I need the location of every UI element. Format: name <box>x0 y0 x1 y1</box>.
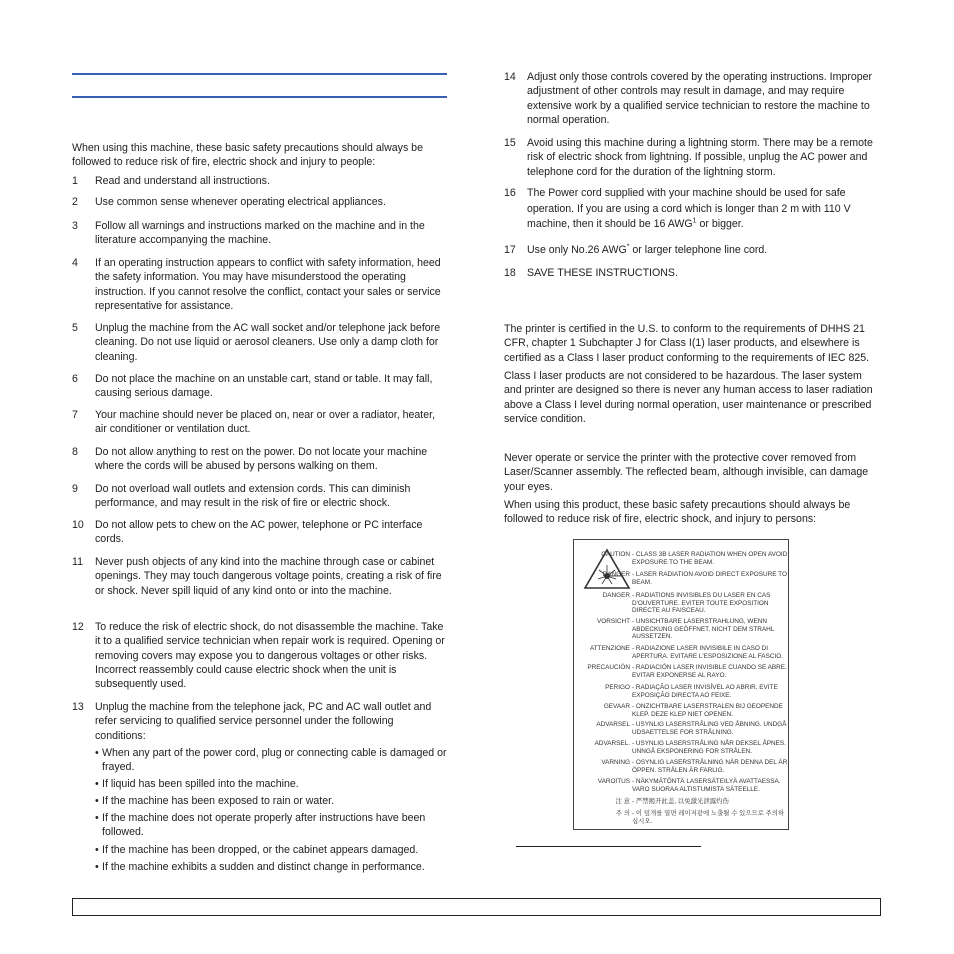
certification-paragraph: The printer is certified in the U.S. to conform to the requirements of DHHS 21 CFR, chapter 1 Subchapter J for Class I(1) laser products, and elsewhere is certified as a Class I laser product conforming to the requirements of IEC 825. <box>504 323 870 364</box>
list-item <box>72 256 447 313</box>
item-number: 4 <box>72 257 78 269</box>
item-number: 12 <box>72 621 84 633</box>
label-text: - UNSICHTBARE LASERSTRAHLUNG, WENN ABDECKUNG GEÖFFNET. NICHT DEM STRAHL AUSSETZEN. <box>632 618 775 641</box>
item-text: SAVE THESE INSTRUCTIONS. <box>527 267 678 279</box>
bullet-item <box>95 843 447 857</box>
left-column <box>72 141 447 170</box>
label-key: CAUTION <box>601 551 630 558</box>
intro-paragraph: When using this machine, these basic safety precautions should always be followed to reduce risk of fire, electric shock and injury to people: <box>72 142 423 169</box>
item-text: Use common sense whenever operating electrical appliances. <box>95 196 386 208</box>
laser-para-4 <box>504 498 880 527</box>
item-number: 16 <box>504 187 516 199</box>
item-number: 3 <box>72 220 78 232</box>
bullet-text: If the machine does not operate properly after instructions have been followed. <box>102 812 426 839</box>
label-row <box>574 810 788 825</box>
label-text: - RADIACIÓN LASER INVISIBLE CUANDO SE ABRE. EVITAR EXPONERSE AL RAYO. <box>632 664 787 679</box>
item-text: Read and understand all instructions. <box>95 175 270 187</box>
bullet-text: If liquid has been spilled into the machine. <box>102 778 299 790</box>
label-text: - USYNLIG LASERSTRÅLING NÅR DEKSEL ÅPNES. UNNGÅ EKSPONERING FOR STRÅLEN. <box>632 740 786 755</box>
label-row <box>574 645 788 660</box>
header-rule-top <box>72 73 447 75</box>
label-key: 注 意 <box>615 798 630 805</box>
label-key: VORSICHT <box>596 618 630 625</box>
bullet-dot: • <box>95 795 99 807</box>
item-text: Unplug the machine from the AC wall socket and/or telephone jack before cleaning. Do not use liquid or aerosol cleaners. Use only a damp cloth for cleaning. <box>95 322 441 363</box>
label-text: - 严禁揭开此盖, 以免激光泄露灼伤 <box>632 798 729 805</box>
list-item <box>72 219 447 248</box>
bullet-item <box>95 794 447 808</box>
list-item <box>504 266 876 280</box>
item-text-end: or larger telephone line cord. <box>629 244 768 256</box>
item-number: 13 <box>72 701 84 713</box>
label-key: DANGER <box>602 592 630 599</box>
item-number: 6 <box>72 373 78 385</box>
item-text <box>527 243 876 257</box>
item-text: If an operating instruction appears to conflict with safety information, heed the safety information. You may have misunderstood the operating instruction. If you cannot resolve the conflict, contact your sales or service representative for assistance. <box>95 257 441 312</box>
label-key: VAROITUS <box>597 778 630 785</box>
bullet-text: When any part of the power cord, plug or connecting cable is damaged or frayed. <box>102 747 447 774</box>
item-number: 15 <box>504 137 516 149</box>
item-text: To reduce the risk of electric shock, do not disassemble the machine. Take it to a qualified service technician when repair work is required. Opening or removing covers may expose you to dangerous voltages or other risks. Incorrect reassembly could cause electric shock when the unit is subsequently used. <box>95 621 445 691</box>
list-item <box>72 195 447 209</box>
label-row <box>574 778 788 793</box>
list-item <box>72 372 447 401</box>
label-key: PERIGO <box>605 684 630 691</box>
item-text <box>527 186 876 233</box>
list-item <box>72 445 447 474</box>
item-number: 18 <box>504 267 516 279</box>
label-key: DANGER <box>602 571 630 578</box>
bullet-item <box>95 777 447 791</box>
label-text: - 이 덮개를 열면 레이저광에 노출될 수 있으므로 주의하십시오. <box>632 810 785 825</box>
footnote-marker: * <box>626 243 630 251</box>
bullet-item <box>95 860 455 874</box>
laser-para-2 <box>504 369 880 426</box>
bullet-text: If the machine exhibits a sudden and distinct change in performance. <box>102 861 425 873</box>
label-row <box>574 684 788 699</box>
label-key: 주 의 <box>615 810 630 817</box>
list-item <box>72 321 447 364</box>
item-text: Unplug the machine from the telephone jack, PC and AC wall outlet and refer servicing to qualified service personnel under the following conditions: <box>95 701 432 742</box>
item-text: Your machine should never be placed on, near or over a radiator, heater, air conditioner or ventilation duct. <box>95 409 436 436</box>
label-key: PRECAUCIÓN <box>587 664 630 671</box>
item-text: Never push objects of any kind into the machine through case or cabinet openings. They may touch dangerous voltage points, creating a risk of fire or shock. Never spill liquid of any kind onto or into the machine. <box>95 556 442 597</box>
item-number: 9 <box>72 483 78 495</box>
label-text: - RADIAÇÃO LASER INVISÍVEL AO ABRIR. EVITE EXPOSIÇÃO DIRECTA AO FEIXE. <box>632 684 778 699</box>
label-row <box>574 592 788 615</box>
bullet-text: If the machine has been exposed to rain or water. <box>102 795 335 807</box>
list-item <box>72 700 447 743</box>
class-paragraph: Class I laser products are not considered to be hazardous. The laser system and printer are designed so there is never any human access to laser radiation above a Class I level during normal operation, user maintenance or prescribed service condition. <box>504 370 873 425</box>
footnote-marker: 1 <box>692 217 697 225</box>
label-text: - RADIATIONS INVISIBLES DU LASER EN CAS D'OUVERTURE. EVITER TOUTE EXPOSITION DIRECTE AU FAISCEAU. <box>632 592 771 615</box>
label-row <box>574 571 788 586</box>
item-number: 5 <box>72 322 78 334</box>
label-text: - ONZICHTBARE LASERSTRALEN BIJ GEOPENDE KLEP. DEZE KLEP NIET OPENEN. <box>632 703 783 718</box>
bullet-dot: • <box>95 778 99 790</box>
bullet-dot: • <box>95 844 99 856</box>
label-key: ADVARSEL <box>596 721 630 728</box>
item-text: Avoid using this machine during a lightning storm. There may be a remote risk of electric shock from lightning. If possible, unplug the AC power and telephone cord for the duration of the lightning storm. <box>527 137 873 178</box>
label-text: - CLASS 3B LASER RADIATION WHEN OPEN AVOID EXPOSURE TO THE BEAM. <box>632 551 788 566</box>
label-row <box>574 618 788 641</box>
list-item <box>504 243 876 257</box>
item-text-main: The Power cord supplied with your machine should be used for safe operation. If you are using a cord which is longer than 2 m with 110 V machine, then it should be 16 AWG <box>527 187 851 230</box>
header-rule-bottom <box>72 96 447 98</box>
footer-box <box>72 898 881 916</box>
item-text: Do not allow anything to rest on the power. Do not locate your machine where the cords will be abused by persons walking on them. <box>95 446 428 473</box>
list-item <box>72 408 447 437</box>
laser-para-1 <box>504 322 880 365</box>
item-text: Do not place the machine on an unstable cart, stand or table. It may fall, causing serious damage. <box>95 373 433 400</box>
bullet-dot: • <box>95 812 99 824</box>
label-row <box>574 740 788 755</box>
item-number: 14 <box>504 71 516 83</box>
footnote-rule <box>516 846 701 847</box>
item-number: 1 <box>72 175 78 187</box>
item-text: Do not allow pets to chew on the AC power, telephone or PC interface cords. <box>95 519 423 546</box>
list-item <box>72 482 447 511</box>
list-item <box>72 555 447 598</box>
bullet-dot: • <box>95 861 99 873</box>
item-text-main: Use only No.26 AWG <box>527 244 627 256</box>
label-text: - OSYNLIG LASERSTRÅLNING NÄR DENNA DEL ÄR ÖPPEN. STRÅLEN ÄR FARLIG. <box>632 759 788 774</box>
item-number: 2 <box>72 196 78 208</box>
list-item <box>504 136 876 179</box>
list-item <box>72 174 447 188</box>
label-text: - USYNLIG LASERSTRÅLING VED ÅBNING. UNDGÅ UDSAETTELSE FOR STRÅLNING. <box>632 721 787 736</box>
list-item <box>504 70 876 127</box>
label-key: VARNING <box>601 759 630 766</box>
item-number: 10 <box>72 519 84 531</box>
item-text: Do not overload wall outlets and extension cords. This can diminish performance, and may result in the risk of fire or electric shock. <box>95 483 411 510</box>
label-text: - NÄKYMÄTÖNTÄ LASERSÄTEILYÄ AVATTAESSA. VARO SUORAA ALTISTUMISTA SÄTEELLE. <box>632 778 781 793</box>
label-row <box>574 664 788 679</box>
bullet-item <box>95 811 447 840</box>
label-row <box>574 759 788 774</box>
item-number: 11 <box>72 556 83 568</box>
item-number: 7 <box>72 409 78 421</box>
label-key: ATTENZIONE <box>589 645 630 652</box>
label-row <box>574 703 788 718</box>
item-text: Follow all warnings and instructions marked on the machine and in the literature accompanying the machine. <box>95 220 425 247</box>
label-row <box>574 798 788 806</box>
label-text: - RADIAZIONE LASER INVISIBILE IN CASO DI APERTURA. EVITARE L'ESPOSIZIONE AL FASCIO. <box>632 645 783 660</box>
bullet-text: If the machine has been dropped, or the cabinet appears damaged. <box>102 844 419 856</box>
precautions-paragraph: When using this product, these basic safety precautions should always be followed to reduce risk of fire, electric shock, and injury to persons: <box>504 499 851 526</box>
item-text: Adjust only those controls covered by the operating instructions. Improper adjustment of other controls may result in damage, and may require extensive work by a qualified service technician to restore the machine to normal operation. <box>527 71 873 126</box>
list-item <box>72 620 447 691</box>
label-text: - LASER RADIATION AVOID DIRECT EXPOSURE TO BEAM. <box>632 571 787 586</box>
item-number: 17 <box>504 244 516 256</box>
bullet-item <box>95 746 447 775</box>
laser-warning-label <box>573 539 789 830</box>
laser-para-3 <box>504 451 880 494</box>
label-key: GEVAAR <box>603 703 630 710</box>
item-number: 8 <box>72 446 78 458</box>
warning-paragraph: Never operate or service the printer with the protective cover removed from Laser/Scanner assembly. The reflected beam, although invisible, can damage your eyes. <box>504 452 869 493</box>
bullet-dot: • <box>95 747 99 759</box>
item-text-end: or bigger. <box>696 218 744 230</box>
list-item <box>72 518 447 547</box>
label-row <box>574 551 788 566</box>
list-item <box>504 186 876 233</box>
label-row <box>574 721 788 736</box>
label-key: ADVARSEL. <box>594 740 630 747</box>
